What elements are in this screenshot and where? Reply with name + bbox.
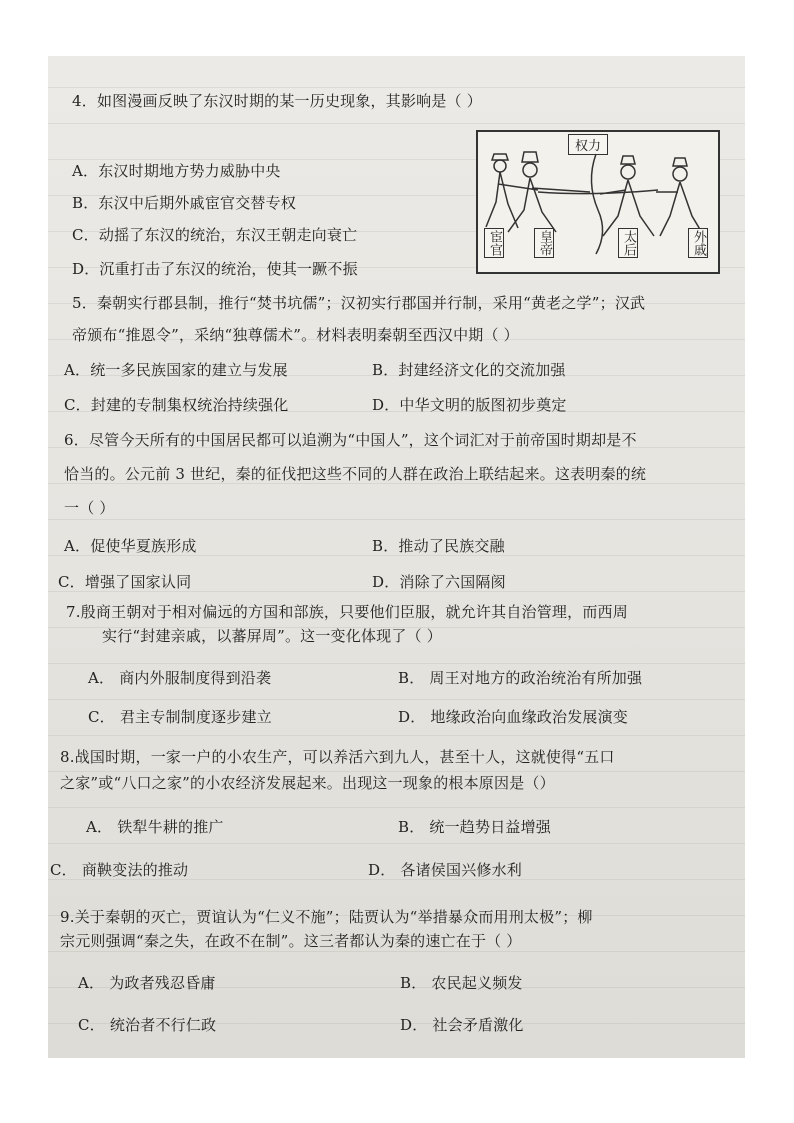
q6-option-b: B．推动了民族交融 [372, 537, 505, 555]
q5-option-a: A．统一多民族国家的建立与发展 [64, 361, 288, 379]
q4-option-c: C．动摇了东汉的统治，东汉王朝走向衰亡 [72, 226, 358, 244]
q6-option-d: D．消除了六国隔阂 [372, 573, 506, 591]
q8-option-c: C． 商鞅变法的推动 [50, 861, 189, 879]
q9-option-d: D． 社会矛盾激化 [400, 1016, 524, 1034]
q5-stem-line2: 帝颁布“推恩令”，采纳“独尊儒术”。材料表明秦朝至西汉中期（ ） [72, 326, 519, 344]
q9-option-c: C． 统治者不行仁政 [78, 1016, 217, 1034]
cartoon-label-consort-kin: 外戚 [688, 228, 708, 258]
q9-option-a: A． 为政者残忍昏庸 [78, 974, 216, 992]
q4-option-a: A．东汉时期地方势力威胁中央 [72, 162, 281, 180]
q7-stem-line1: 7.殷商王朝对于相对偏远的方国和部族，只要他们臣服，就允许其自治管理，而西周 [66, 603, 628, 621]
cartoon-title-power: 权力 [568, 134, 608, 155]
q6-option-a: A．促使华夏族形成 [64, 537, 197, 555]
q9-option-b: B． 农民起义频发 [400, 974, 523, 992]
q8-option-d: D． 各诸侯国兴修水利 [368, 861, 522, 879]
cartoon-label-empress-dowager: 太后 [618, 228, 638, 258]
q6-stem-line1: 6．尽管今天所有的中国居民都可以追溯为“中国人”，这个词汇对于前帝国时期却是不 [64, 431, 637, 449]
q8-stem-line1: 8.战国时期，一家一户的小农生产，可以养活六到九人，甚至十人，这就使得“五口 [60, 748, 615, 766]
q5-option-d: D．中华文明的版图初步奠定 [372, 396, 567, 414]
q6-option-c: C．增强了国家认同 [58, 573, 192, 591]
q7-option-b: B． 周王对地方的政治统治有所加强 [398, 669, 643, 687]
q4-cartoon [476, 130, 720, 274]
q5-stem-line1: 5．秦朝实行郡县制，推行“焚书坑儒”；汉初实行郡国并行制，采用“黄老之学”；汉武 [72, 294, 646, 312]
q4-stem: 4．如图漫画反映了东汉时期的某一历史现象，其影响是（ ） [72, 92, 482, 110]
q9-stem-line2: 宗元则强调“秦之失，在政不在制”。这三者都认为秦的速亡在于（ ） [60, 932, 522, 950]
q7-stem-line2: 实行“封建亲戚，以蕃屏周”。这一变化体现了（ ） [102, 627, 442, 645]
exam-page [48, 56, 745, 1058]
q6-stem-line3: 一（ ） [64, 499, 115, 517]
q7-option-c: C． 君主专制制度逐步建立 [88, 708, 272, 726]
cartoon-label-emperor: 皇帝 [534, 228, 554, 258]
q8-stem-line2: 之家”或“八口之家”的小农经济发展起来。出现这一现象的根本原因是（） [60, 774, 555, 792]
q8-option-b: B． 统一趋势日益增强 [398, 818, 551, 836]
q6-stem-line2: 恰当的。公元前 3 世纪，秦的征伐把这些不同的人群在政治上联结起来。这表明秦的统 [64, 465, 647, 483]
q5-option-c: C．封建的专制集权统治持续强化 [64, 396, 289, 414]
q9-stem-line1: 9.关于秦朝的灭亡，贾谊认为“仁义不施”；陆贾认为“举措暴众而用刑太极”；柳 [60, 908, 593, 926]
cartoon-tug-of-war-figures [478, 132, 718, 272]
q4-option-b: B．东汉中后期外戚宦官交替专权 [72, 194, 297, 212]
q7-option-a: A． 商内外服制度得到沿袭 [88, 669, 272, 687]
q8-option-a: A． 铁犁牛耕的推广 [86, 818, 224, 836]
cartoon-label-eunuchs: 宦官 [484, 228, 504, 258]
q5-option-b: B．封建经济文化的交流加强 [372, 361, 566, 379]
q7-option-d: D． 地缘政治向血缘政治发展演变 [398, 708, 628, 726]
q4-option-d: D．沉重打击了东汉的统治，使其一蹶不振 [72, 260, 358, 278]
